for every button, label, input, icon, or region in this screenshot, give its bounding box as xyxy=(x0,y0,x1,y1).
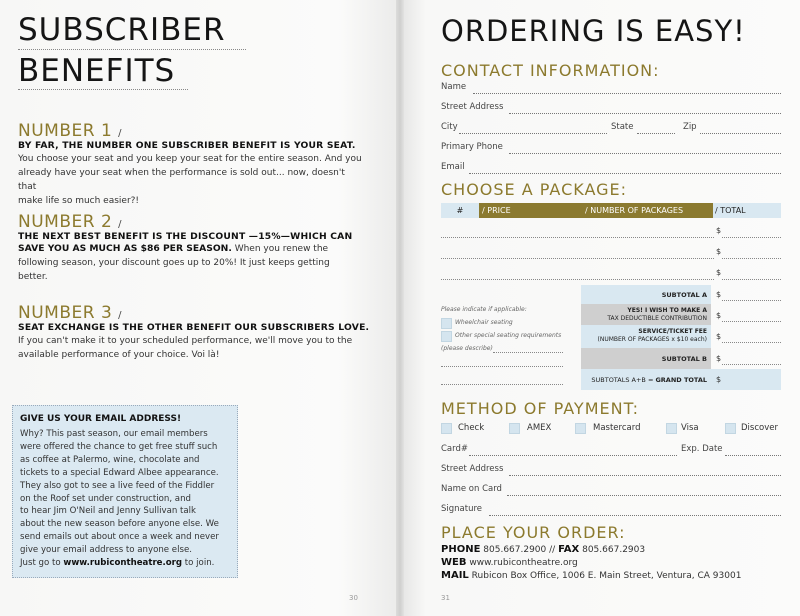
title-line-1: SUBSCRIBER xyxy=(18,12,226,48)
benefit-2-title: NUMBER 2 / xyxy=(18,212,123,232)
email-box-text: Why? This past season, our email members were offered the chance to get free stuff such as coffee at Palermo, wine, chocolate and tickets to a special Edward Albee appearance. They also got to see a live feed of the Fiddler on the Roof set under construction, and to hear Jim O'Neil and Jenny Sullivan talk about the new season before anyone else. We send emails out about once a week and never give your email address to anyone else. Just go to www.rubicontheatre.org to join. xyxy=(20,429,219,569)
order-heading: PLACE YOUR ORDER: xyxy=(441,523,626,542)
col-price: / PRICE xyxy=(479,203,581,218)
col-num: # xyxy=(441,203,479,218)
grand-total-cell-bg xyxy=(711,369,781,390)
visa-checkbox[interactable] xyxy=(666,423,677,434)
payment-heading: METHOD OF PAYMENT: xyxy=(441,399,639,418)
amex-label: AMEX xyxy=(527,423,552,433)
row-dollar: $ xyxy=(716,247,722,256)
subtotal-a-label: SUBTOTAL A xyxy=(661,291,707,299)
subtotal-b-dollar: $ xyxy=(716,354,722,363)
describe-line-3[interactable] xyxy=(441,384,563,385)
package-row[interactable] xyxy=(441,279,714,280)
subtotal-b-line[interactable] xyxy=(722,364,781,365)
service-fee-line[interactable] xyxy=(722,342,781,343)
mastercard-label: Mastercard xyxy=(593,423,641,433)
phone-field[interactable]: Primary Phone xyxy=(441,142,781,154)
subtotal-a-dollar: $ xyxy=(716,290,722,299)
indicate-label: Please indicate if applicable: xyxy=(441,306,527,313)
describe-line-2[interactable] xyxy=(441,366,563,367)
col-total: / TOTAL xyxy=(713,203,781,218)
order-phone-line: PHONE 805.667.2900 // FAX 805.667.2903 xyxy=(441,544,646,555)
row-total-line[interactable] xyxy=(722,237,781,238)
title-underline-2 xyxy=(18,89,188,90)
package-table-header xyxy=(441,203,781,218)
donation-label: YES! I WISH TO MAKE A TAX DEDUCTIBLE CONTRIBUTION xyxy=(607,307,707,322)
email-signup-box xyxy=(12,405,238,578)
card-number-field[interactable]: Card# Exp. Date xyxy=(441,444,781,456)
title-underline-1 xyxy=(18,49,246,50)
row-total-line[interactable] xyxy=(722,258,781,259)
contact-heading: CONTACT INFORMATION: xyxy=(441,61,660,80)
donation-dollar: $ xyxy=(716,311,722,320)
street-field[interactable]: Street Address xyxy=(441,102,781,114)
row-dollar: $ xyxy=(716,268,722,277)
row-total-line[interactable] xyxy=(722,279,781,280)
page-gutter xyxy=(396,0,404,616)
title-line-2: BENEFITS xyxy=(18,53,176,89)
page-number-right: 31 xyxy=(441,594,450,602)
page-number-left: 30 xyxy=(349,594,358,602)
grand-total-label: SUBTOTALS A+B = GRAND TOTAL xyxy=(591,376,707,384)
subtotal-b-label: SUBTOTAL B xyxy=(661,355,707,363)
billing-street-field[interactable]: Street Address xyxy=(441,464,781,476)
check-label: Check xyxy=(458,423,485,433)
subtotal-a-line[interactable] xyxy=(722,300,781,301)
benefit-2-lead: THE NEXT BEST BENEFIT IS THE DISCOUNT —15%—WHICH CAN xyxy=(18,231,353,242)
grand-total-dollar: $ xyxy=(716,375,722,384)
name-field[interactable]: Name xyxy=(441,82,781,94)
special-seating-checkbox[interactable] xyxy=(441,331,452,342)
wheelchair-checkbox[interactable] xyxy=(441,318,452,329)
mastercard-checkbox[interactable] xyxy=(575,423,586,434)
city-state-zip-field[interactable]: City State Zip xyxy=(441,122,781,134)
service-fee-dollar: $ xyxy=(716,332,722,341)
describe-label: (please describe) xyxy=(441,345,493,352)
row-dollar: $ xyxy=(716,226,722,235)
check-checkbox[interactable] xyxy=(441,423,452,434)
discover-checkbox[interactable] xyxy=(725,423,736,434)
signature-field[interactable]: Signature xyxy=(441,504,781,516)
website-link[interactable]: www.rubicontheatre.org xyxy=(63,558,183,569)
package-row[interactable] xyxy=(441,237,714,238)
order-website-link[interactable]: www.rubicontheatre.org xyxy=(469,558,578,568)
email-box-heading: GIVE US YOUR EMAIL ADDRESS! xyxy=(20,414,182,424)
benefit-3-body: If you can't make it to your scheduled performance, we'll move you to the available performance of your choice. Voi là! xyxy=(18,336,353,360)
order-mail-line: MAIL Rubicon Box Office, 1006 E. Main Street, Ventura, CA 93001 xyxy=(441,570,742,581)
benefit-2-body: SAVE YOU AS MUCH AS $86 PER SEASON. When you renew the following season, your discount goes up to 20%! It just keeps getting better. xyxy=(18,243,330,282)
col-packages: / NUMBER OF PACKAGES xyxy=(581,203,713,218)
package-row[interactable] xyxy=(441,258,714,259)
discover-label: Discover xyxy=(741,423,778,433)
benefit-1-title: NUMBER 1 / xyxy=(18,121,123,141)
wheelchair-label: Wheelchair seating xyxy=(455,319,513,326)
donation-line[interactable] xyxy=(722,321,781,322)
order-web-line: WEB www.rubicontheatre.org xyxy=(441,557,578,568)
benefit-3-lead: SEAT EXCHANGE IS THE OTHER BENEFIT OUR SUBSCRIBERS LOVE. xyxy=(18,322,370,333)
visa-label: Visa xyxy=(681,423,699,433)
describe-line-1[interactable] xyxy=(493,352,563,353)
package-heading: CHOOSE A PACKAGE: xyxy=(441,180,628,199)
name-on-card-field[interactable]: Name on Card xyxy=(441,484,781,496)
amex-checkbox[interactable] xyxy=(509,423,520,434)
special-seating-label: Other special seating requirements xyxy=(455,332,562,339)
benefit-1-body: You choose your seat and you keep your seat for the entire season. And you already have your seat when the performance is sold out... now, doesn't that make life so much easier?! xyxy=(18,154,362,206)
email-field[interactable]: Email xyxy=(441,162,781,174)
service-fee-label: SERVICE/TICKET FEE (NUMBER OF PACKAGES x $10 each) xyxy=(597,328,707,343)
right-page-title: ORDERING IS EASY! xyxy=(441,14,746,48)
benefit-3-title: NUMBER 3 / xyxy=(18,303,123,323)
benefit-1-lead: BY FAR, THE NUMBER ONE SUBSCRIBER BENEFIT IS YOUR SEAT. xyxy=(18,140,356,151)
